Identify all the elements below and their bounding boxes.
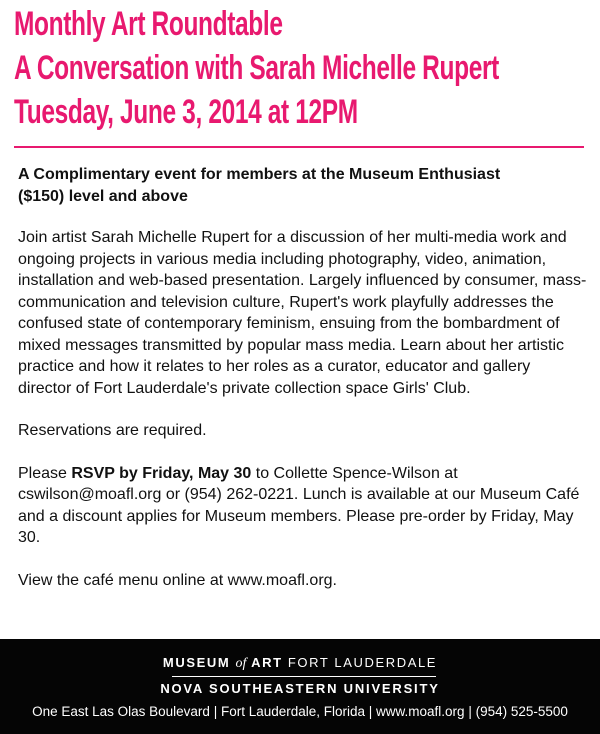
cafe-menu-note: View the café menu online at www.moafl.org. (18, 571, 337, 589)
rsvp-paragraph (18, 463, 588, 549)
membership-intro-line1: A Complimentary event for members at the Museum Enthusiast (18, 166, 501, 183)
event-date: Tuesday, June 3, 2014 at 12PM (14, 93, 358, 131)
logo-fort-lauderdale: FORT LAUDERDALE (287, 655, 438, 670)
museum-logo-wordmark (0, 655, 600, 672)
logo-museum: MUSEUM (162, 655, 236, 670)
logo-art: ART (246, 655, 288, 670)
rsvp-prefix: Please (18, 464, 72, 482)
membership-intro-line2: ($150) level and above (18, 187, 188, 205)
rsvp-details: to Collette Spence-Wilson at cswilson@moafl.org or (954) 262-0221. Lunch is available at our Museum Café and a discount applies for Museum members. Please pre-order by Friday, May 30. (18, 464, 580, 546)
event-body (18, 164, 588, 612)
event-title: A Conversation with Sarah Michelle Rupert (14, 49, 499, 87)
logo-divider (172, 676, 436, 677)
event-description: Join artist Sarah Michelle Rupert for a discussion of her multi-media work and ongoing projects in various media including photography, video, animation, installation and web-based presentation. Largely influenced by consumer, mass-communication and television culture, Rupert's work playfully addresses the confused state of contemporary feminism, ensuing from the bombardment of mixed messages transmitted by popular mass media. Learn about her artistic practice and how it relates to her roles as a curator, educator and gallery director of Fort Lauderdale's private collection space Girls' Club. (18, 229, 587, 397)
footer-address: One East Las Olas Boulevard | Fort Lauderdale, Florida | www.moafl.org | (954) 525-5500 (32, 704, 568, 719)
header-divider (14, 146, 584, 148)
footer (0, 639, 600, 734)
rsvp-deadline: RSVP by Friday, May 30 (71, 464, 252, 482)
membership-intro (18, 164, 588, 207)
event-header (14, 2, 594, 134)
event-series-title: Monthly Art Roundtable (14, 5, 283, 43)
logo-university: NOVA SOUTHEASTERN UNIVERSITY (160, 681, 440, 696)
logo-of: of (235, 656, 247, 671)
reservations-note: Reservations are required. (18, 422, 207, 439)
